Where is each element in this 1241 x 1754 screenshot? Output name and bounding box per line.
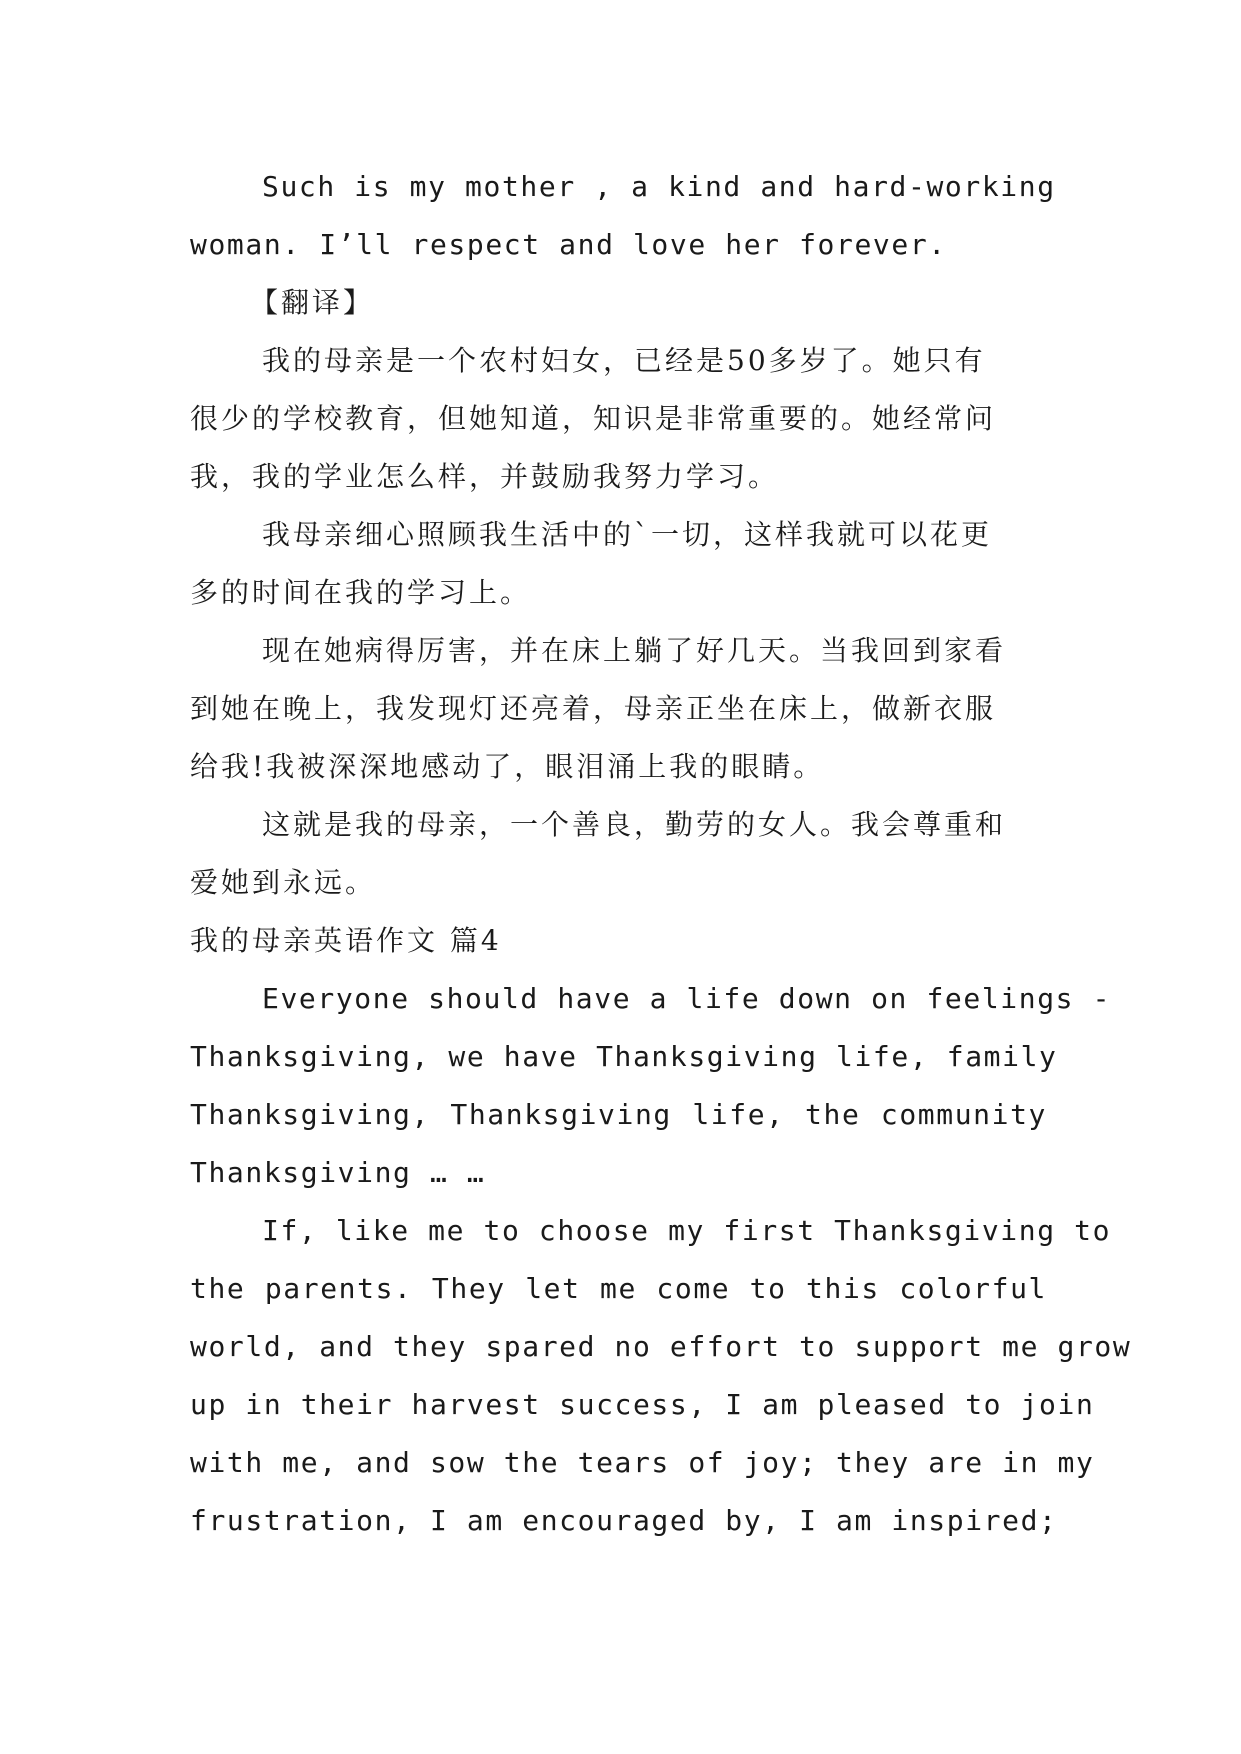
text-line: with me, and sow the tears of joy; they are in my xyxy=(190,1446,1095,1479)
text-line: 很少的学校教育，但她知道，知识是非常重要的。她经常问 xyxy=(190,402,997,435)
text-line: 我，我的学业怎么样，并鼓励我努力学习。 xyxy=(190,460,780,493)
section-title: 我的母亲英语作文 篇4 xyxy=(190,924,502,957)
section-heading: 【翻译】 xyxy=(250,286,375,319)
text-line: the parents. They let me come to this colorful xyxy=(190,1272,1047,1305)
text-line: woman. I’ll respect and love her forever. xyxy=(190,228,947,261)
text-line: up in their harvest success, I am pleased to join xyxy=(190,1388,1095,1421)
text-line: Such is my mother , a kind and hard-working xyxy=(262,170,1056,203)
text-line: If, like me to choose my first Thanksgiving to xyxy=(262,1214,1112,1247)
text-line: 多的时间在我的学习上。 xyxy=(190,576,532,609)
text-line: 我的母亲是一个农村妇女，已经是50多岁了。她只有 xyxy=(262,344,986,377)
text-line: world, and they spared no effort to support me grow xyxy=(190,1330,1132,1363)
text-line: Everyone should have a life down on feelings - xyxy=(262,982,1112,1015)
text-line: 我母亲细心照顾我生活中的`一切，这样我就可以花更 xyxy=(262,518,993,551)
text-line: 这就是我的母亲，一个善良，勤劳的女人。我会尊重和 xyxy=(262,808,1007,841)
text-line: 现在她病得厉害，并在床上躺了好几天。当我回到家看 xyxy=(262,634,1007,667)
text-line: Thanksgiving … … xyxy=(190,1156,486,1189)
text-line: 到她在晚上，我发现灯还亮着，母亲正坐在床上，做新衣服 xyxy=(190,692,997,725)
text-line: frustration, I am encouraged by, I am inspired; xyxy=(190,1504,1058,1537)
text-line: 爱她到永远。 xyxy=(190,866,377,899)
text-line: 给我!我被深深地感动了，眼泪涌上我的眼睛。 xyxy=(190,750,825,783)
text-line: Thanksgiving, we have Thanksgiving life, family xyxy=(190,1040,1058,1073)
text-line: Thanksgiving, Thanksgiving life, the community xyxy=(190,1098,1047,1131)
